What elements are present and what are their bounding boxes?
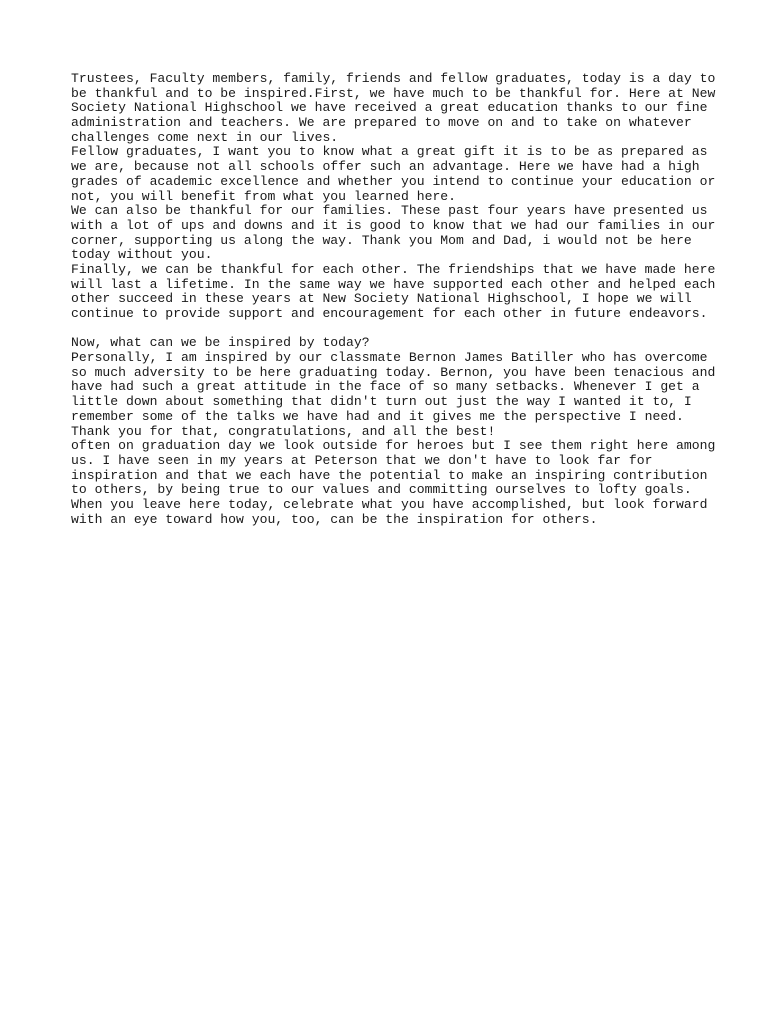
- text-line: remember some of the talks we have had and it gives me the perspective I need.: [71, 408, 684, 424]
- text-line: We can also be thankful for our families. These past four years have presented us: [71, 203, 708, 219]
- text-line: challenges come next in our lives.: [71, 129, 339, 145]
- text-line: today without you.: [71, 247, 213, 263]
- text-line: with an eye toward how you, too, can be the inspiration for others.: [71, 511, 598, 527]
- text-line: corner, supporting us along the way. Thank you Mom and Dad, i would not be here: [71, 232, 692, 248]
- text-line: we are, because not all schools offer such an advantage. Here we have had a high: [71, 159, 700, 175]
- blank-line: [71, 322, 711, 337]
- text-line: so much adversity to be here graduating today. Bernon, you have been tenacious and: [71, 364, 716, 380]
- text-line: other succeed in these years at New Society National Highschool, I hope we will: [71, 291, 692, 307]
- text-line: have had such a great attitude in the face of so many setbacks. Whenever I get a: [71, 379, 700, 395]
- document-body: [71, 71, 716, 527]
- text-line: to others, by being true to our values and committing ourselves to lofty goals.: [71, 482, 692, 498]
- text-line: inspiration and that we each have the potential to make an inspiring contribution: [71, 467, 708, 483]
- text-line: Fellow graduates, I want you to know what a great gift it is to be as prepared as: [71, 144, 708, 160]
- text-line: grades of academic excellence and whether you intend to continue your education or: [71, 173, 716, 189]
- text-line: administration and teachers. We are prepared to move on and to take on whatever: [71, 115, 692, 131]
- text-line: Thank you for that, congratulations, and all the best!: [71, 423, 496, 439]
- text-line: Finally, we can be thankful for each other. The friendships that we have made here: [71, 261, 716, 277]
- text-line: will last a lifetime. In the same way we have supported each other and helped each: [71, 276, 716, 292]
- text-line: When you leave here today, celebrate what you have accomplished, but look forward: [71, 496, 708, 512]
- text-line: little down about something that didn't turn out just the way I wanted it to, I: [71, 394, 692, 410]
- text-line: us. I have seen in my years at Peterson that we don't have to look far for: [71, 452, 653, 468]
- text-line: continue to provide support and encouragement for each other in future endeavors.: [71, 306, 708, 321]
- text-line: be thankful and to be inspired.First, we have much to be thankful for. Here at New: [71, 85, 716, 101]
- text-line: not, you will benefit from what you learned here.: [71, 188, 457, 204]
- text-line: Trustees, Faculty members, family, friends and fellow graduates, today is a day to: [71, 71, 716, 86]
- text-line: Now, what can we be inspired by today?: [71, 335, 370, 351]
- text-line: with a lot of ups and downs and it is good to know that we had our families in our: [71, 217, 716, 233]
- text-line: often on graduation day we look outside for heroes but I see them right here among: [71, 438, 716, 454]
- text-line: Personally, I am inspired by our classmate Bernon James Batiller who has overcome: [71, 350, 708, 366]
- text-line: Society National Highschool we have received a great education thanks to our fine: [71, 100, 708, 116]
